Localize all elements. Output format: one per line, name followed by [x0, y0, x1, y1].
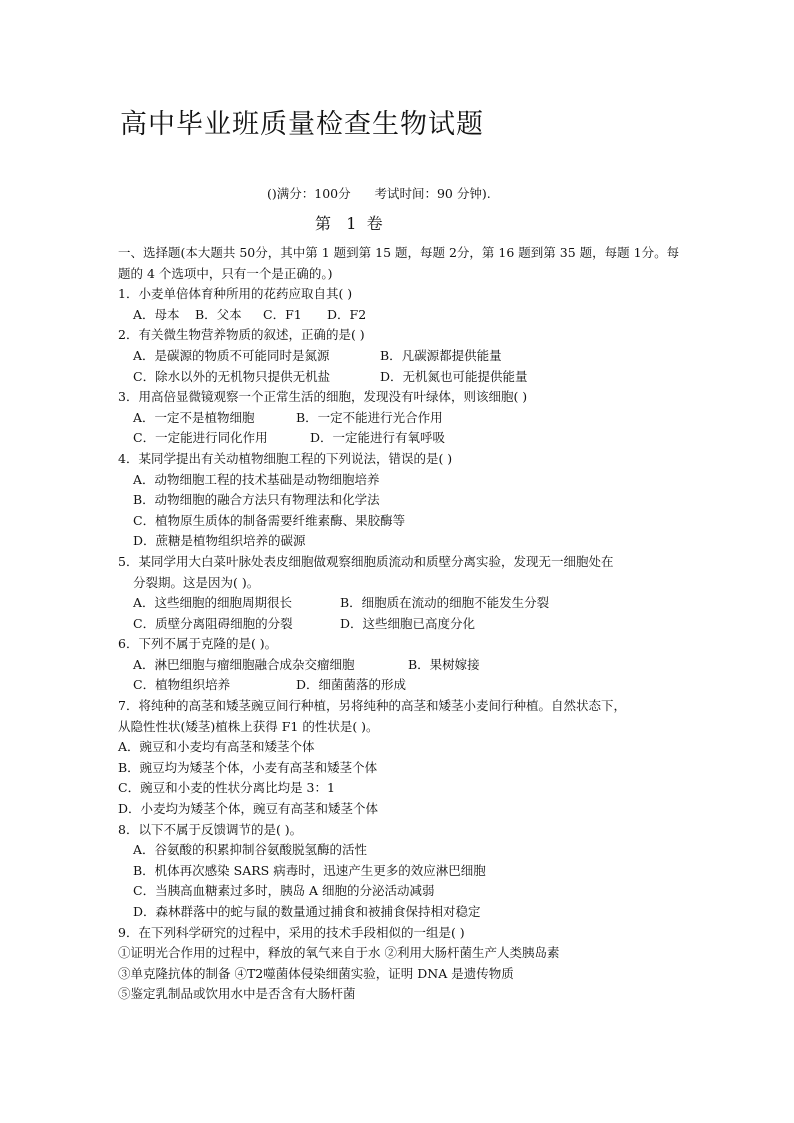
volume-heading: 第 1 卷: [315, 214, 383, 233]
option: A．一定不是植物细胞: [133, 409, 255, 425]
item-row: ③单克隆抗体的制备 ④T2噬菌体侵染细菌实验，证明 DNA 是遗传物质: [118, 965, 514, 981]
item-row: ①证明光合作用的过程中，释放的氧气来自于水 ②利用大肠杆菌生产人类胰岛素: [118, 945, 560, 961]
option: B．一定不能进行光合作用: [296, 409, 443, 425]
option: C．一定能进行同化作用: [133, 430, 268, 446]
question-stem: 1．小麦单倍体育种所用的花药应取自其( ): [118, 286, 353, 302]
option: C．F1: [263, 306, 302, 322]
page-title: 高中毕业班质量检查生物试题: [120, 109, 484, 140]
option-row: [118, 655, 686, 676]
option: C．植物组织培养: [133, 677, 231, 693]
exam-content: [118, 243, 686, 1005]
option-row: C．植物原生质体的制备需要纤维素酶、果胶酶等: [133, 512, 406, 528]
option: B．果树嫁接: [408, 656, 480, 672]
option-row: A．谷氨酸的积累抑制谷氨酸脱氢酶的活性: [133, 842, 368, 858]
option-row: D．蔗糖是植物组织培养的碳源: [133, 533, 306, 549]
option-row: A．豌豆和小麦均有高茎和矮茎个体: [118, 739, 315, 755]
option: A．这些细胞的细胞周期很长: [133, 595, 293, 611]
option-row: [118, 346, 686, 367]
option-row: [118, 367, 686, 388]
option: D．F2: [327, 306, 367, 322]
option: D．细菌菌落的形成: [296, 677, 407, 693]
score-and-time-info: ()满分：100分 考试时间：90 分钟).: [267, 186, 491, 201]
option-row: A．动物细胞工程的技术基础是动物细胞培养: [133, 471, 380, 487]
question-stem: 2．有关微生物营养物质的叙述，正确的是( ): [118, 327, 365, 343]
option-row: [118, 593, 686, 614]
question-stem: 8．以下不属于反馈调节的是( )。: [118, 821, 303, 837]
option-row: [118, 675, 686, 696]
option: C．除水以外的无机物只提供无机盐: [133, 368, 331, 384]
option-row: B．豌豆均为矮茎个体，小麦有高茎和矮茎个体: [118, 759, 378, 775]
question-stem: 7．将纯种的高茎和矮茎豌豆间行种植，另将纯种的高茎和矮茎小麦间行种植。自然状态下，: [118, 698, 626, 714]
option-row: C．豌豆和小麦的性状分离比均是 3：1: [118, 780, 335, 796]
option: A．是碳源的物质不可能同时是氮源: [133, 347, 330, 363]
option: D．这些细胞已高度分化: [340, 615, 476, 631]
question-stem: 4．某同学提出有关动植物细胞工程的下列说法，错误的是( ): [118, 450, 453, 466]
option: C．质壁分离阻碍细胞的分裂: [133, 615, 293, 631]
section-intro: 一、选择题(本大题共 50分，其中第 1 题到第 15 题，每题 2分，第 16 题到第 35 题，每题 1分。每题的 4 个选项中，只有一个是正确的。): [118, 245, 680, 281]
option: B．凡碳源都提供能量: [380, 347, 502, 363]
question-stem-continued: 从隐性性状(矮茎)植株上获得 F1 的性状是( )。: [118, 718, 379, 734]
option-row: [118, 428, 686, 449]
option-row: [118, 305, 686, 326]
question-stem-continued: 分裂期。这是因为( )。: [133, 574, 260, 590]
option: D．无机氮也可能提供能量: [380, 368, 528, 384]
question-stem: 5．某同学用大白菜叶脉处表皮细胞做观察细胞质流动和质壁分离实验，发现无一细胞处在: [118, 553, 614, 569]
option-row: D．森林群落中的蛇与鼠的数量通过捕食和被捕食保持相对稳定: [133, 904, 481, 919]
option-row: [118, 614, 686, 635]
option-row: B．动物细胞的融合方法只有物理法和化学法: [133, 492, 380, 508]
option: A．淋巴细胞与瘤细胞融合成杂交瘤细胞: [133, 656, 355, 672]
question-stem: 9．在下列科学研究的过程中，采用的技术手段相似的一组是( ): [118, 924, 465, 940]
option-row: C．当胰高血糖素过多时，胰岛 A 细胞的分泌活动减弱: [133, 883, 435, 899]
option-row: B．机体再次感染 SARS 病毒时，迅速产生更多的效应淋巴细胞: [133, 862, 486, 878]
option-row: D．小麦均为矮茎个体，豌豆有高茎和矮茎个体: [118, 801, 379, 817]
option: B．父本: [195, 306, 242, 322]
option: D．一定能进行有氧呼吸: [310, 430, 446, 446]
option: B．细胞质在流动的细胞不能发生分裂: [340, 595, 550, 611]
option-row: [118, 408, 686, 429]
option: A．母本: [133, 306, 180, 322]
item-row: ⑤鉴定乳制品或饮用水中是否含有大肠杆菌: [118, 986, 356, 1002]
question-stem: 3．用高倍显微镜观察一个正常生活的细胞，发现没有叶绿体，则该细胞( ): [118, 389, 528, 405]
question-stem: 6．下列不属于克隆的是( )。: [118, 636, 278, 652]
